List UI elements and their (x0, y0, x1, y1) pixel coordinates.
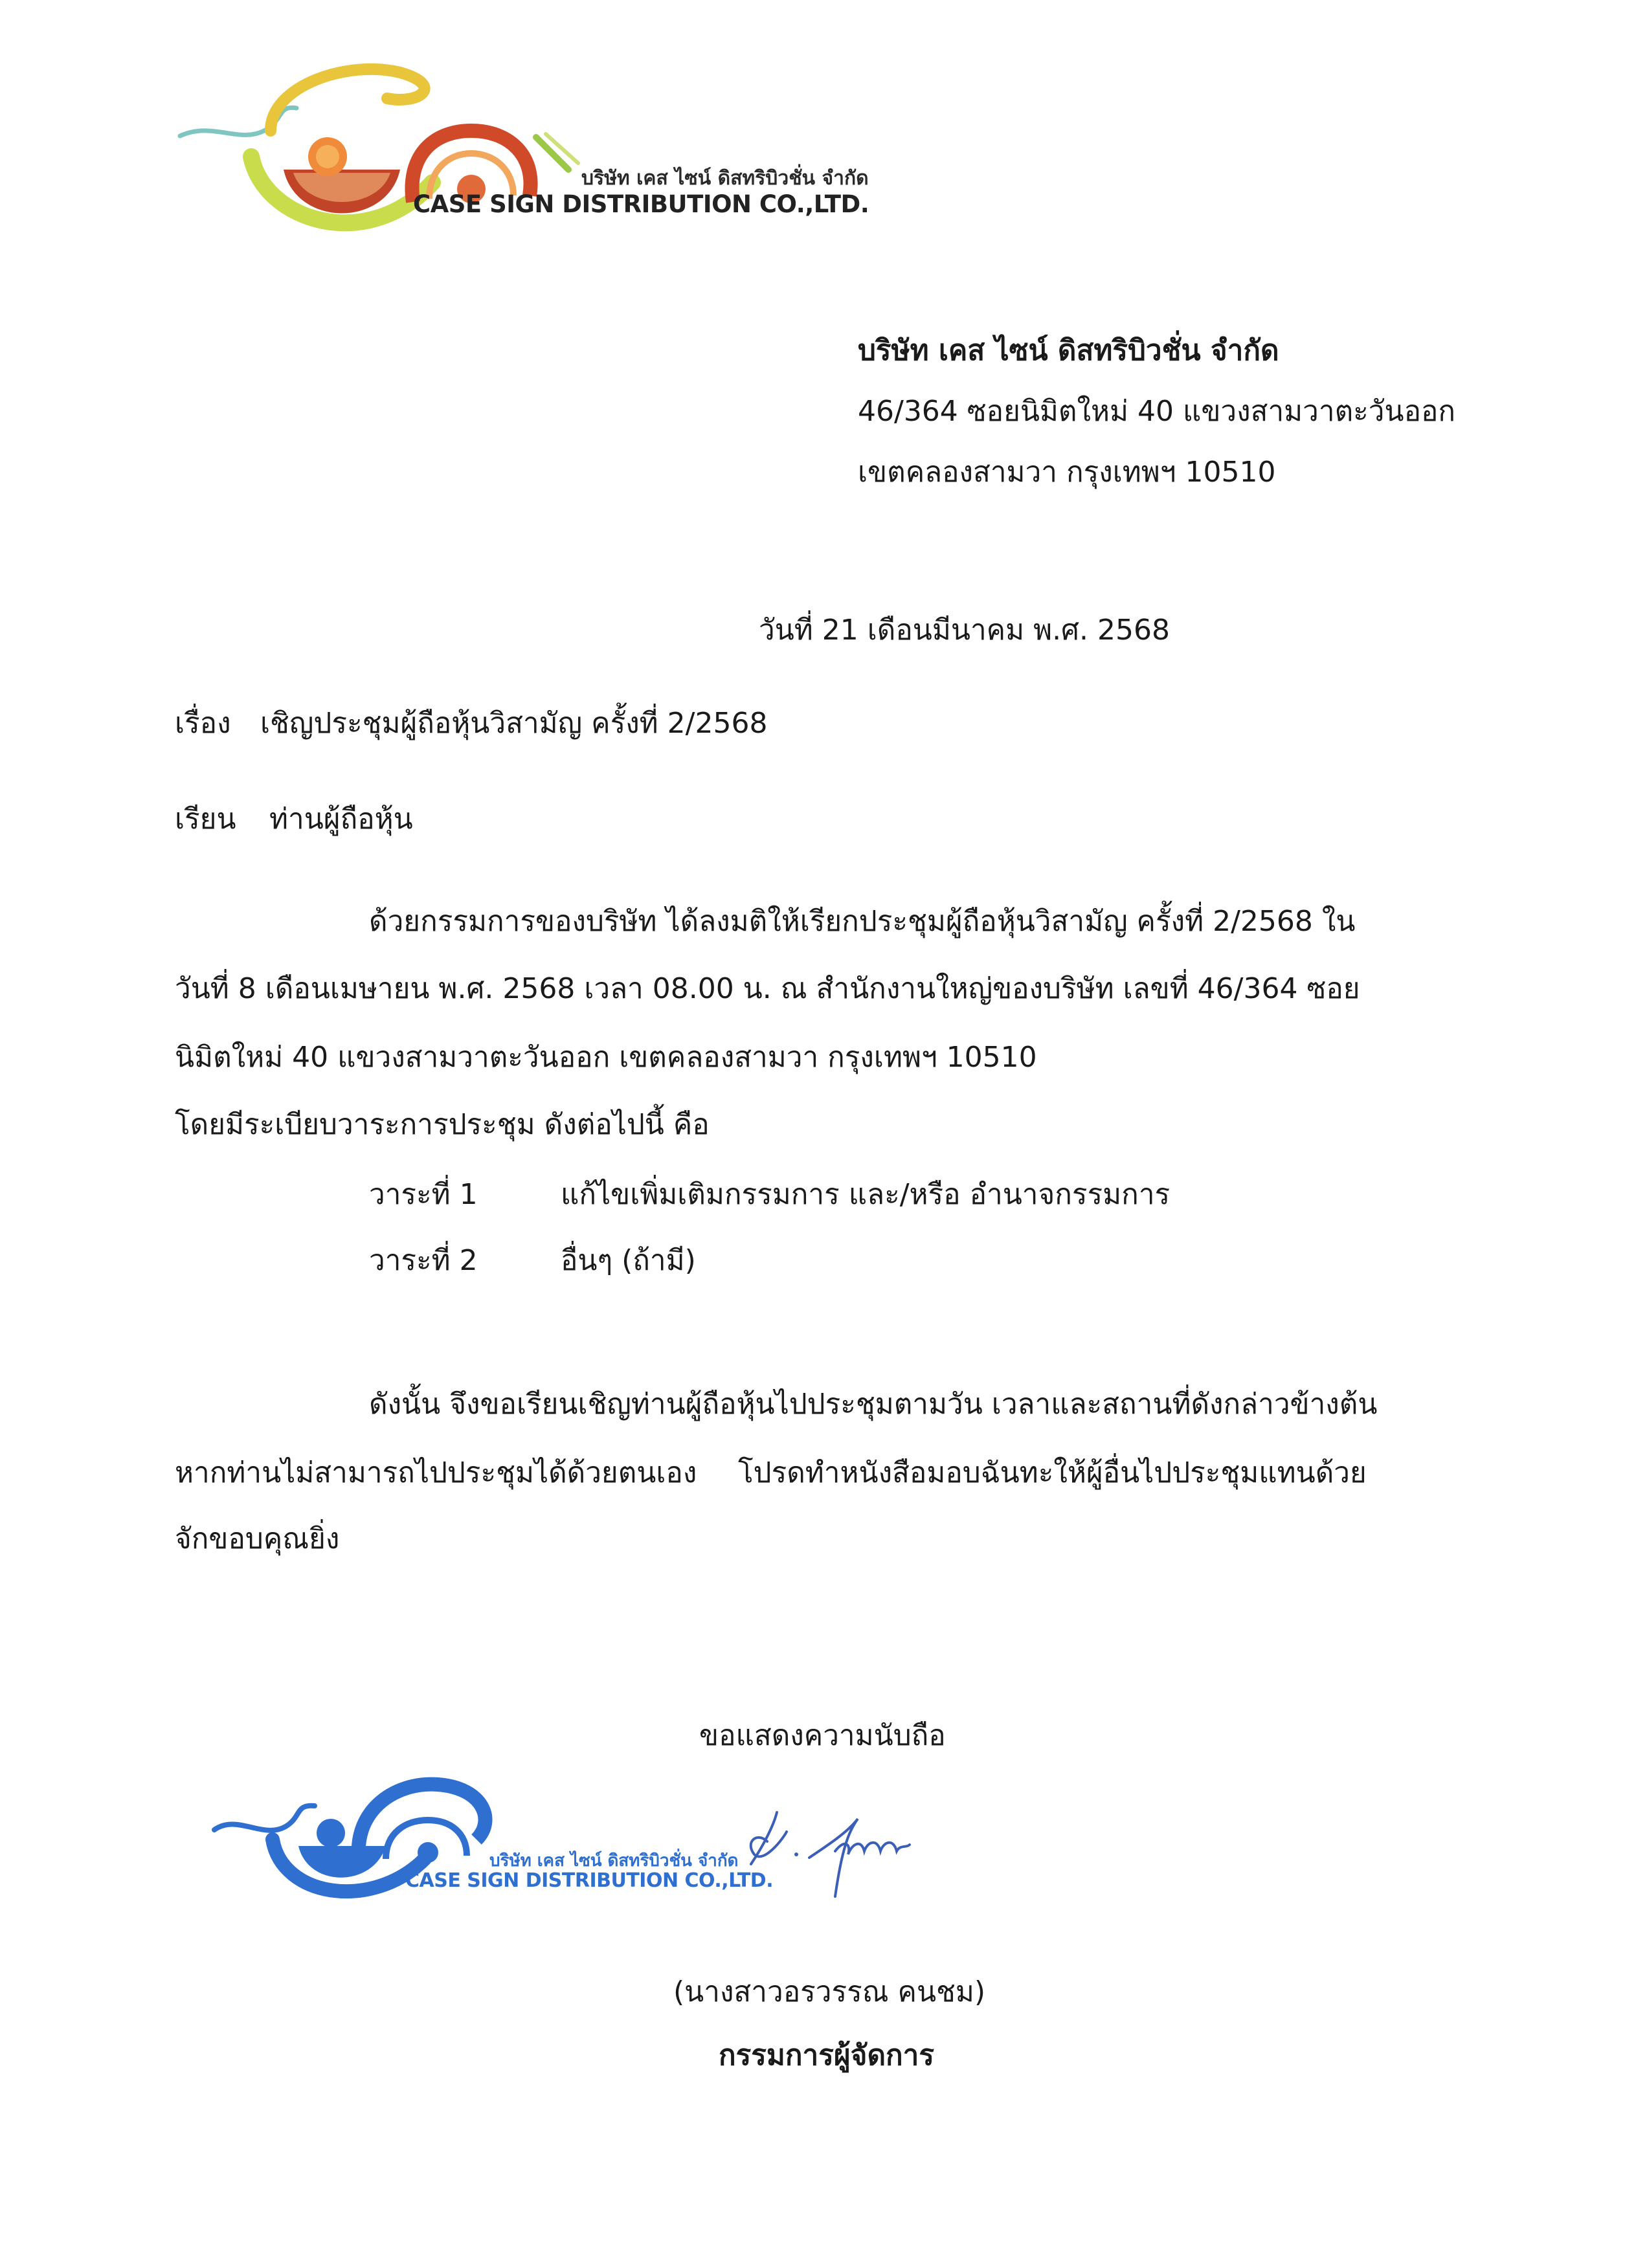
body-p2-line2a: หากท่านไม่สามารถไปประชุมได้ด้วยตนเอง (175, 1456, 697, 1489)
signature-graphic (738, 1793, 932, 1909)
subject-text: เชิญประชุมผู้ถือหุ้นวิสามัญ ครั้งที่ 2/2568 (260, 707, 768, 740)
body-p2-line2b: โปรดทำหนังสือมอบฉันทะให้ผู้อื่นไปประชุมแทนด้วย (738, 1456, 1367, 1489)
sender-name: บริษัท เคส ไซน์ ดิสทริบิวชั่น จำกัด (858, 334, 1279, 367)
agenda-1-text: แก้ไขเพิ่มเติมกรรมการ และ/หรือ อำนาจกรรมการ (561, 1178, 1171, 1211)
company-stamp (211, 1768, 774, 1904)
logo-thai-name: บริษัท เคส ไซน์ ดิสทริบิวชั่น จำกัด (581, 167, 869, 190)
company-logo (174, 60, 869, 241)
signer-title: กรรมการผู้จัดการ (719, 2039, 935, 2072)
agenda-1-label: วาระที่ 1 (369, 1178, 478, 1211)
agenda-2-text: อื่นๆ (ถ้ามี) (561, 1244, 696, 1277)
body-p2-line1: ดังนั้น จึงขอเรียนเชิญท่านผู้ถือหุ้นไปประชุมตามวัน เวลาและสถานที่ดังกล่าวข้างต้น (369, 1388, 1378, 1421)
agenda-2-label: วาระที่ 2 (369, 1244, 478, 1277)
closing-regards: ขอแสดงความนับถือ (699, 1719, 946, 1752)
letter-date: วันที่ 21 เดือนมีนาคม พ.ศ. 2568 (759, 614, 1170, 647)
body-p1-line3: นิมิตใหม่ 40 แขวงสามวาตะวันออก เขตคลองสามวา กรุงเทพฯ 10510 (175, 1041, 1037, 1074)
body-p1-line1: ด้วยกรรมการของบริษัท ได้ลงมติให้เรียกประชุมผู้ถือหุ้นวิสามัญ ครั้งที่ 2/2568 ใน (369, 905, 1356, 938)
stamp-english-name: CASE SIGN DISTRIBUTION CO.,LTD. (405, 1869, 774, 1892)
body-p1-line2: วันที่ 8 เดือนเมษายน พ.ศ. 2568 เวลา 08.00 น. ณ สำนักงานใหญ่ของบริษัท เลขที่ 46/364 ซอย (175, 972, 1360, 1005)
signer-name: (นางสาวอรวรรณ คนชม) (673, 1975, 986, 2008)
stamp-thai-name: บริษัท เคส ไซน์ ดิสทริบิวชั่น จำกัด (489, 1851, 739, 1871)
body-p1-line4: โดยมีระเบียบวาระการประชุม ดังต่อไปนี้ คือ (175, 1108, 710, 1141)
sender-address-line2: เขตคลองสามวา กรุงเทพฯ 10510 (858, 456, 1276, 489)
subject-label: เรื่อง (175, 707, 231, 740)
signature (738, 1793, 932, 1909)
sender-address-line1: 46/364 ซอยนิมิตใหม่ 40 แขวงสามวาตะวันออก (858, 395, 1456, 428)
recipient-label: เรียน (175, 803, 236, 836)
body-p2-line3: จักขอบคุณยิ่ง (175, 1522, 340, 1555)
logo-english-name: CASE SIGN DISTRIBUTION CO.,LTD. (413, 190, 869, 218)
recipient-text: ท่านผู้ถือหุ้น (269, 803, 413, 836)
